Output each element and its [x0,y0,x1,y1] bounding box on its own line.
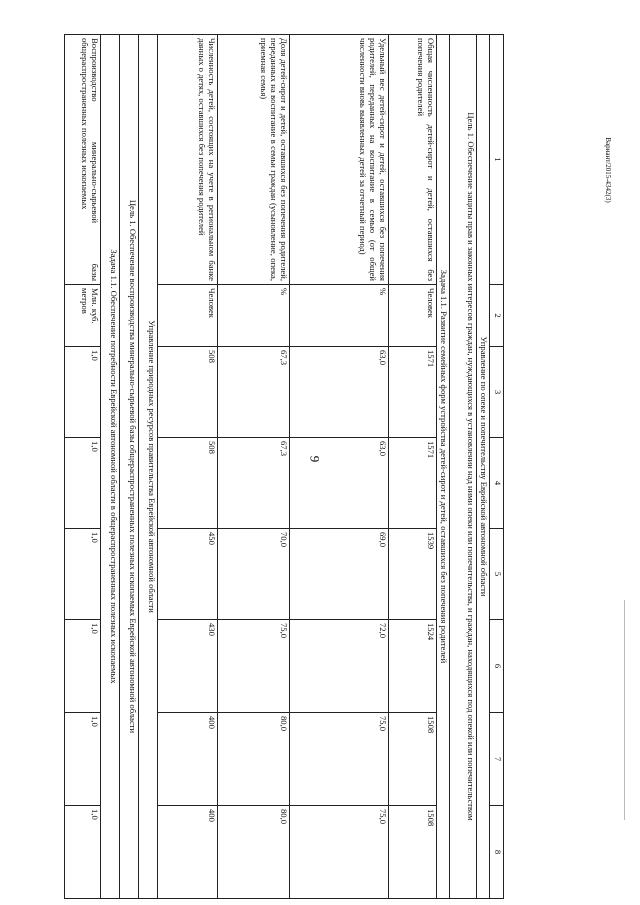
indicator-unit: Человек [158,285,218,347]
goal-title: Цель 1. Обеспечение воспроизводства минерально-сырьевой базы общераспространенных полезных ископаемых Еврейской автономной области [120,35,139,899]
indicator-value: 1,0 [65,347,101,438]
indicator-value: 430 [158,620,218,713]
table-row [158,35,218,899]
indicator-value: 69,0 [290,529,389,620]
document-code: Вариант/2015-4342(3) [604,137,612,203]
table-row [65,35,101,899]
goal-row [120,35,139,899]
margin-divider [624,600,625,820]
section-row [139,35,158,899]
document-code-wrap [596,120,620,220]
goal-title: Цель 1. Обеспечение защиты прав и законных интересов граждан, нуждающихся в установлении над ними опеки или попечительства, и граждан, находящихся под опекой или попечительством [450,35,477,899]
section-row [477,35,490,899]
indicator-value: 67,3 [218,347,290,438]
indicator-value: 70,0 [218,529,290,620]
indicator-name: Численность детей, состоящих на учете в региональном банке данных о детях, оставшихся без попечения родителей [158,35,218,285]
col-number-3: 3 [490,347,504,438]
indicator-unit: % [290,285,389,347]
indicator-value: 1,0 [65,529,101,620]
indicator-value: 75,0 [218,620,290,713]
indicator-unit: Млн. куб. метров [65,285,101,347]
indicator-name: Воспроизводство минерально-сырьевой базы общераспространенных полезных ископаемых [65,35,101,285]
indicator-name: Общая численность детей-сирот и детей, оставшихся без попечения родителей [389,35,437,285]
indicator-value: 1571 [389,347,437,438]
col-number-5: 5 [490,529,504,620]
indicator-value: 400 [158,806,218,899]
indicator-value: 1,0 [65,806,101,899]
indicator-value: 1524 [389,620,437,713]
column-number-row [490,35,504,899]
indicator-value: 1,0 [65,713,101,806]
indicator-unit: Человек [389,285,437,347]
rotated-table-wrapper [80,34,504,898]
indicator-value: 80,0 [218,806,290,899]
indicator-value: 1571 [389,438,437,529]
col-number-6: 6 [490,620,504,713]
indicator-value: 1,0 [65,438,101,529]
indicator-value: 1508 [389,713,437,806]
section-title: Управление природных ресурсов правительства Еврейской автономной области [139,35,158,899]
indicator-value: 75,0 [290,713,389,806]
indicator-value: 80,0 [218,713,290,806]
indicator-value: 63,0 [290,438,389,529]
col-number-4: 4 [490,438,504,529]
indicator-value: 63,0 [290,347,389,438]
col-number-8: 8 [490,806,504,899]
section-title: Управление по опеке и попечительству Еврейской автономной области [477,35,490,899]
task-row [437,35,450,899]
indicator-name: Удельный вес детей-сирот и детей, оставшихся без попечения родителей, переданных на воспитание в семью (от общей численности вновь выявленных детей за отчетный период) [290,35,389,285]
indicator-value: 400 [158,713,218,806]
page-number: 9 [307,455,323,463]
indicator-value: 1,0 [65,620,101,713]
col-number-7: 7 [490,713,504,806]
indicator-value: 508 [158,347,218,438]
col-number-2: 2 [490,285,504,347]
indicator-value: 508 [158,438,218,529]
goal-row [450,35,477,899]
table-row [389,35,437,899]
indicators-table [64,34,504,899]
indicator-value: 67,3 [218,438,290,529]
indicator-name: Доля детей-сирот и детей, оставшихся без попечения родителей, переданных на воспитание в семьи граждан (усыновление, опека, приемная семья) [218,35,290,285]
indicator-value: 450 [158,529,218,620]
table-container [80,34,504,898]
col-number-1: 1 [490,35,504,285]
indicator-unit: % [218,285,290,347]
indicator-value: 72,0 [290,620,389,713]
indicator-value: 75,0 [290,806,389,899]
indicator-value: 1508 [389,806,437,899]
table-row [218,35,290,899]
table-row [290,35,389,899]
task-title: Задача 1.1. Обеспечение потребности Еврейской автономной области в общераспространенных полезных ископаемых [101,35,120,899]
task-title: Задача 1.1. Развитие семейных форм устройства детей-сирот и детей, оставшихся без попечения родителей [437,35,450,899]
task-row [101,35,120,899]
indicator-value: 1539 [389,529,437,620]
